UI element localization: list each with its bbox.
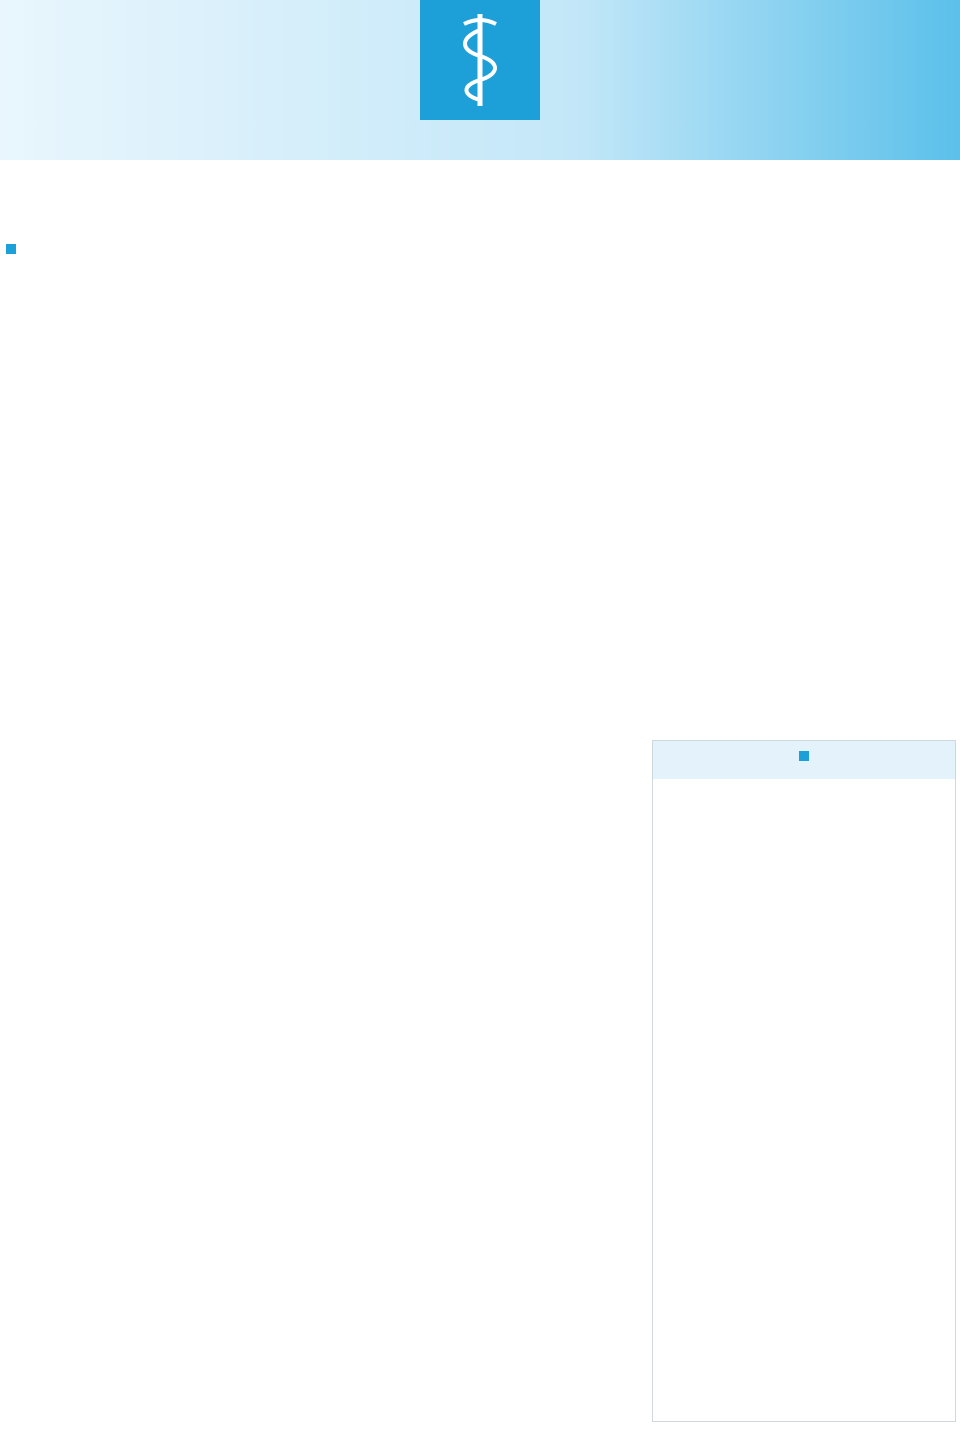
sidebar-box-body xyxy=(653,779,955,799)
sidebar-box-title xyxy=(653,741,955,779)
section-entry-1 xyxy=(6,267,304,288)
right-entry-2 xyxy=(656,209,954,230)
middle-entry-8 xyxy=(332,371,630,392)
middle-entry-5 xyxy=(332,290,630,311)
left-entry-2 xyxy=(6,209,304,230)
caduceus-icon xyxy=(420,0,540,120)
section-heading xyxy=(6,240,304,261)
middle-entry-2 xyxy=(332,209,630,230)
sidebar-box xyxy=(652,740,956,1422)
middle-entry-3 xyxy=(332,236,630,257)
logo-caduceus-icon xyxy=(420,0,540,120)
middle-entry-1 xyxy=(332,182,630,203)
left-entry-1 xyxy=(6,182,304,203)
middle-entry-6 xyxy=(332,317,630,338)
middle-entry-7 xyxy=(332,344,630,365)
left-column xyxy=(6,176,304,1406)
right-entry-3 xyxy=(656,236,954,257)
middle-entry-4 xyxy=(332,263,630,284)
right-entry-1 xyxy=(656,182,954,203)
right-column xyxy=(656,176,954,696)
middle-column xyxy=(332,176,630,1406)
